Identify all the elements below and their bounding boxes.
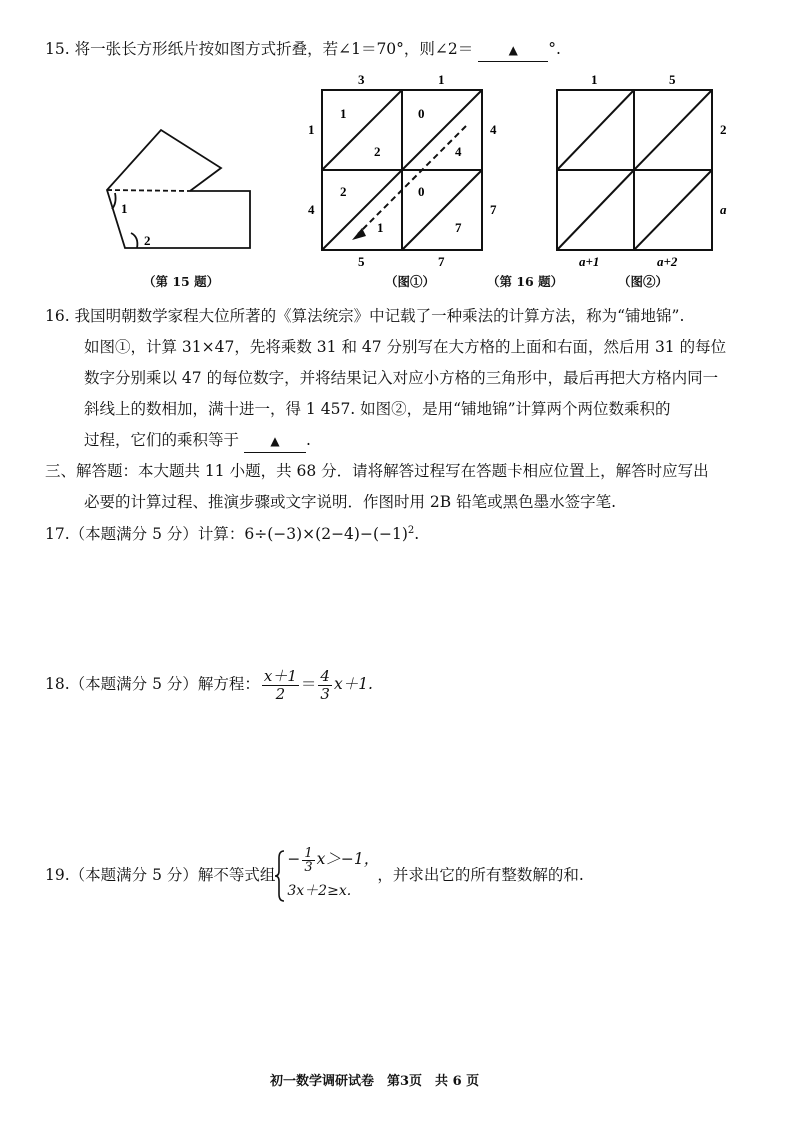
q19-inequality-1-tail: x＞−1， xyxy=(316,850,380,868)
q16-text-line: 过程，它们的乘积等于 xyxy=(84,431,240,449)
page-footer: 初一数学调研试卷 第3页 共 6 页 xyxy=(270,1074,480,1089)
q19-label: （本题满分 5 分）解不等式组 xyxy=(69,866,276,884)
q19-number: 19. xyxy=(45,866,70,884)
question-17 xyxy=(45,520,419,545)
q17-number: 17. xyxy=(45,525,70,544)
fig1-cell-digit: 0 xyxy=(418,184,425,199)
q17-exponent: 2 xyxy=(407,525,415,536)
section-3-instructions: 三、解答题：本大题共 11 小题，共 68 分．请将解答过程写在答题卡相应位置上，解答时应写出 xyxy=(45,462,709,480)
q15-text: 将一张长方形纸片按如图方式折叠，若∠1＝70°，则∠2＝ xyxy=(74,40,474,58)
q18-label: （本题满分 5 分）解方程： xyxy=(69,675,260,693)
fig1-bottom-digit: 5 xyxy=(358,254,365,269)
fig1-cell-digit: 1 xyxy=(377,220,384,235)
q19-fraction-numerator: 1 xyxy=(304,845,313,861)
q15-number: 15. xyxy=(45,40,70,58)
q16-last-line xyxy=(84,429,311,453)
q18-rhs-denominator: 3 xyxy=(320,684,330,703)
q15-answer-blank xyxy=(478,38,548,62)
fig1-cell-digit: 0 xyxy=(418,106,425,121)
q16-answer-blank xyxy=(244,429,306,453)
q19-minus: − xyxy=(287,850,301,868)
fig15-angle-1: 1 xyxy=(121,201,128,216)
q15-suffix: °. xyxy=(548,40,561,58)
q18-rhs-tail: x＋1. xyxy=(333,675,373,693)
figure-2-pudijin-grid xyxy=(545,70,755,270)
fig2-right-digit: 2 xyxy=(720,122,727,137)
question-16-line-1 xyxy=(45,305,684,327)
q19-inequality-2: 3x＋2≥x. xyxy=(287,883,352,899)
q18-number: 18. xyxy=(45,675,70,693)
q17-expression: 6÷(−3)×(2−4)−(−1) xyxy=(244,525,408,544)
fig2-top-digit: 1 xyxy=(591,72,598,87)
fig1-left-digit: 4 xyxy=(308,202,315,217)
q18-rhs-fraction xyxy=(318,668,332,703)
q16-number: 16. xyxy=(45,307,70,325)
q18-rhs-numerator: 4 xyxy=(320,666,330,685)
figure-1-pudijin-grid xyxy=(300,70,510,270)
q19-inequality-system xyxy=(275,845,380,904)
fig1-cell-digit: 7 xyxy=(455,220,462,235)
question-18 xyxy=(45,664,373,704)
q16-text-line: 斜线上的数相加，满十进一，得 1 457. 如图②，是用“铺地锦”计算两个两位数乘积的 xyxy=(84,400,671,418)
fig1-right-digit: 7 xyxy=(490,202,497,217)
fig1-cell-digit: 1 xyxy=(340,106,347,121)
fig1-top-digit: 1 xyxy=(438,72,445,87)
q19-fraction-denominator: 3 xyxy=(304,859,313,875)
q18-equals: ＝ xyxy=(300,675,317,693)
section-3-instructions: 必要的计算过程、推演步骤或文字说明．作图时用 2B 铅笔或黑色墨水签字笔. xyxy=(84,493,617,511)
fig1-top-digit: 3 xyxy=(358,72,365,87)
q19-fraction xyxy=(302,847,314,874)
q16-text-line: 数字分别乘以 47 的每位数字，并将结果记入对应小方格的三角形中，最后再把大方格内同一 xyxy=(84,369,719,387)
figure-2-caption: （图②） xyxy=(618,274,669,289)
q18-lhs-fraction xyxy=(262,668,299,703)
fig2-right-variable: a xyxy=(720,202,727,217)
answer-triangle-icon: ▲ xyxy=(508,43,518,57)
question-19 xyxy=(45,847,584,904)
figure-1-caption: （图①） xyxy=(385,274,436,289)
fig1-cell-digit: 4 xyxy=(455,144,462,159)
fig1-cell-digit: 2 xyxy=(374,144,381,159)
fig1-cell-digit: 2 xyxy=(340,184,347,199)
fig15-angle-2: 2 xyxy=(144,233,151,248)
left-brace-icon xyxy=(275,850,285,902)
q17-label: （本题满分 5 分）计算： xyxy=(69,525,245,544)
q19-tail: ，并求出它的所有整数解的和. xyxy=(377,866,584,884)
answer-triangle-icon: ▲ xyxy=(270,434,280,448)
q17-end: . xyxy=(414,525,420,544)
q16-text-line: 我国明朝数学家程大位所著的《算法统宗》中记载了一种乘法的计算方法，称为“铺地锦”. xyxy=(74,307,685,325)
fig1-right-digit: 4 xyxy=(490,122,497,137)
fig2-top-digit: 5 xyxy=(669,72,676,87)
fig1-bottom-digit: 7 xyxy=(438,254,445,269)
q15-folded-paper-figure xyxy=(95,105,265,255)
q18-lhs-numerator: x＋1 xyxy=(263,666,297,685)
fig2-bottom-expr: a+1 xyxy=(579,254,600,269)
q19-inequality-1 xyxy=(287,844,379,874)
q15-caption: （第 15 题） xyxy=(143,274,220,289)
question-15 xyxy=(45,38,561,62)
q16-text-line: 如图①，计算 31×47，先将乘数 31 和 47 分别写在大方格的上面和右面，然后用 31 的每位 xyxy=(84,338,727,356)
fig1-left-digit: 1 xyxy=(308,122,315,137)
fig2-bottom-expr: a+2 xyxy=(657,254,678,269)
q18-lhs-denominator: 2 xyxy=(275,684,286,703)
q16-suffix: . xyxy=(305,431,311,449)
q16-figure-caption: （第 16 题） xyxy=(487,274,564,289)
